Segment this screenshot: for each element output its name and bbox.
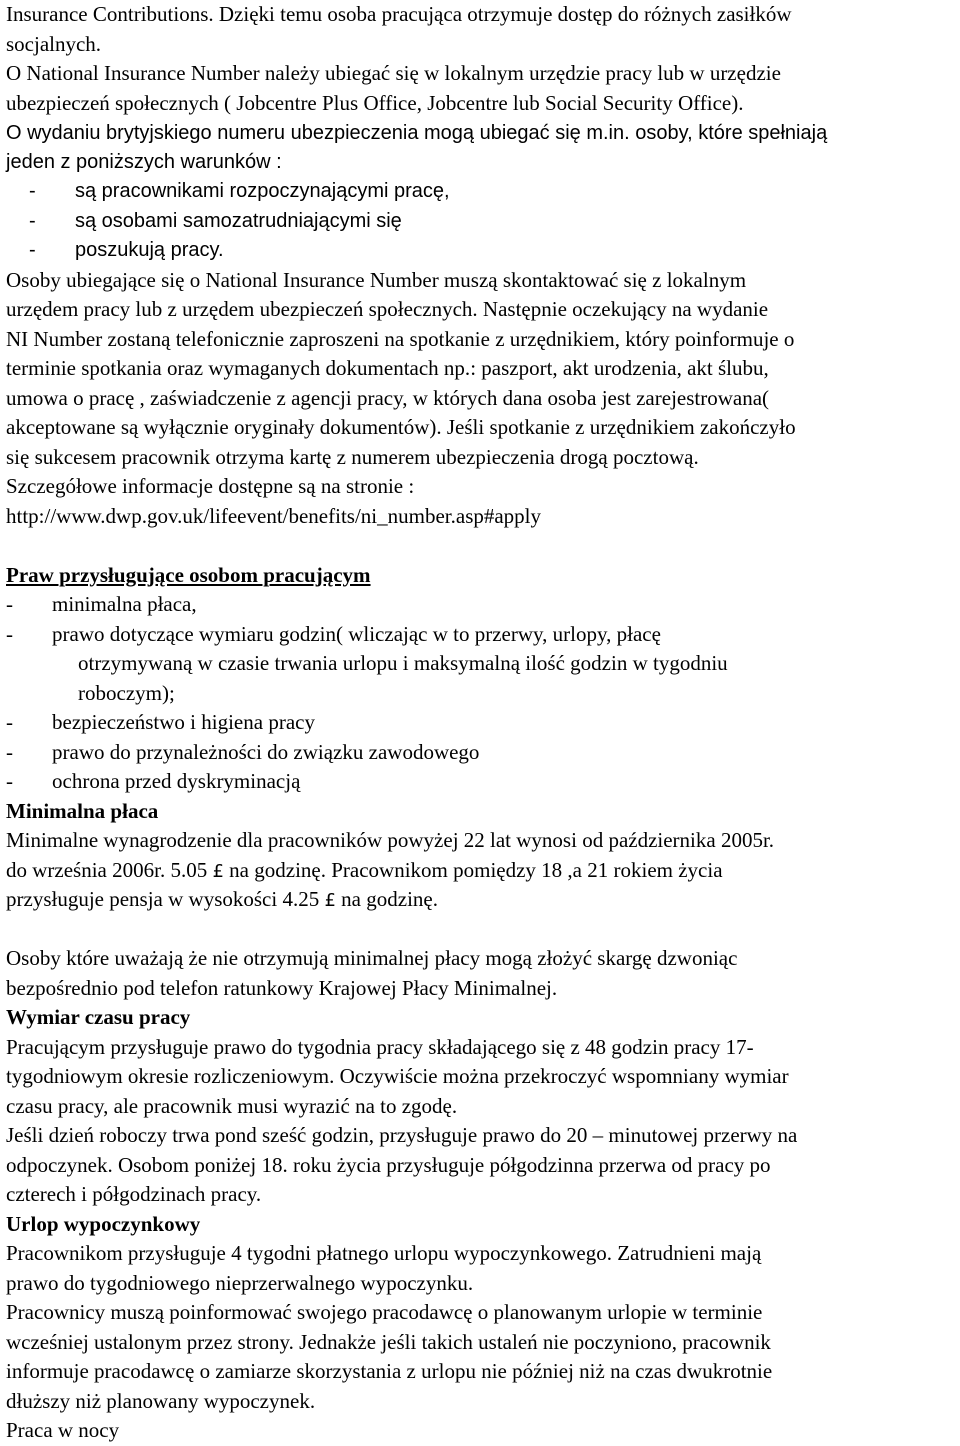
paragraph-line: czterech i półgodzinach pracy. <box>6 1182 262 1206</box>
paragraph-line: Pracownicy muszą poinformować swojego pracodawcę o planowanym urlopie w terminie <box>6 1300 763 1324</box>
text-span: wcześniej ustalonym przez strony. <box>6 1329 294 1354</box>
paragraph-line: O National Insurance Number należy ubiegać się w lokalnym urzędzie pracy lub w urzędzie <box>6 61 781 85</box>
section-heading: Wymiar czasu pracy <box>6 1005 191 1029</box>
paragraph-line: Pracującym przysługuje prawo do tygodnia pracy składającego się z 48 godzin pracy 17- <box>6 1034 754 1059</box>
list-item-text: bezpieczeństwo i higiena pracy <box>52 710 315 734</box>
text-span: Pracownikom przysługuje 4 tygodni płatnego urlopu wypoczynkowego. <box>6 1241 612 1265</box>
paragraph-line: Jeśli dzień roboczy trwa pond sześć godzin, przysługuje prawo do 20 – minutowej przerwy na <box>6 1123 798 1147</box>
paragraph-line: socjalnych. <box>6 31 102 56</box>
bullet-dash: - <box>29 209 36 232</box>
pound-sign: £ <box>324 890 336 911</box>
list-item <box>6 708 956 738</box>
list-item-text: są osobami samozatrudniającymi się <box>75 209 402 232</box>
bullet-dash: - <box>29 180 36 202</box>
paragraph-line: ubezpieczeń społecznych ( Jobcentre Plus Office, Jobcentre lub Social Security Office). <box>6 90 744 115</box>
sans-text: O wydaniu brytyjskiego numeru ubezpieczenia mogą ubiegać się m.in. <box>6 122 630 144</box>
paragraph-line: prawo do tygodniowego nieprzerwalnego wypoczynku. <box>6 1270 474 1295</box>
text-span: przysługuje pensja w wysokości 4.25 <box>6 887 325 911</box>
bullet-dash: - <box>6 739 13 764</box>
list-item-text: poszukują pracy. <box>75 239 224 261</box>
paragraph-line <box>6 1239 956 1269</box>
section-heading: Minimalna płaca <box>6 798 159 823</box>
list-item <box>6 620 956 650</box>
paragraph-line: Szczegółowe informacje dostępne są na stronie : <box>6 474 415 498</box>
paragraph-line <box>6 295 956 325</box>
paragraph-line: Insurance Contributions. Dzięki temu osoba pracująca otrzymuje dostęp do różnych zasiłków <box>6 2 792 26</box>
text-span: Jeśli spotkanie z urzędnikiem zakończyło <box>441 415 796 439</box>
list-item-continuation: otrzymywaną w czasie trwania urlopu i maksymalną ilość godzin w tygodniu <box>78 651 728 675</box>
text-span: na godzinę. <box>223 857 326 882</box>
paragraph-line <box>6 1151 956 1181</box>
paragraph-line: Minimalne wynagrodzenie dla pracowników powyżej 22 lat wynosi od października 2005r. <box>6 828 775 852</box>
spacer <box>6 915 956 945</box>
pound-sign: £ <box>212 860 224 882</box>
text-span: do września 2006r. 5.05 <box>6 857 213 882</box>
paragraph-line <box>6 1062 956 1092</box>
paragraph-line: czasu pracy, ale pracownik musi wyrazić na to zgodę. <box>6 1093 458 1118</box>
text-span: na godzinę. <box>335 887 438 911</box>
paragraph-line: informuje pracodawcę o zamiarze skorzystania z urlopu nie później niż na czas dwukrotnie <box>6 1359 773 1383</box>
url-text: http://www.dwp.gov.uk/lifeevent/benefits/ni_number.asp#apply <box>6 503 542 528</box>
text-span: Oczywiście można przekroczyć wspomniany wymiar <box>334 1064 789 1088</box>
bullet-dash: - <box>29 239 36 261</box>
text-span: Następnie oczekujący na wydanie <box>477 297 769 321</box>
bullet-dash: - <box>6 710 13 734</box>
paragraph-line: się sukcesem pracownik otrzyma kartę z numerem ubezpieczenia drogą pocztową. <box>6 444 699 469</box>
list-item <box>6 207 956 237</box>
list-item <box>6 236 956 266</box>
paragraph-line: Osoby które uważają że nie otrzymują minimalnej płacy mogą złożyć skargę dzwoniąc <box>6 946 738 970</box>
list-item-continuation: roboczym); <box>78 680 175 705</box>
list-item <box>6 590 956 620</box>
paragraph-line <box>6 856 956 886</box>
document-page <box>6 0 956 1446</box>
text-span: terminie spotkania oraz wymaganych dokumentach np. <box>6 356 471 380</box>
text-span: akceptowane są wyłącznie oryginały dokumentów). <box>6 415 442 439</box>
text-span: odpoczynek. <box>6 1152 113 1177</box>
text-span: Osobom poniżej 18. roku życia przysługuje półgodzinna przerwa od pracy po <box>112 1152 771 1177</box>
spacer <box>6 531 956 561</box>
list-item-text: prawo do przynależności do związku zawodowego <box>52 739 480 764</box>
text-span: : paszport, akt urodzenia, akt ślubu, <box>470 356 769 380</box>
list-item-text: są pracownikami rozpoczynającymi pracę, <box>75 180 450 202</box>
paragraph-line <box>6 413 956 443</box>
list-item <box>6 738 956 768</box>
section-heading: Urlop wypoczynkowy <box>6 1211 201 1236</box>
paragraph-line: Osoby ubiegające się o National Insurance Number muszą skontaktować się z lokalnym <box>6 267 747 292</box>
paragraph-line: jeden z poniższych warunków : <box>6 150 282 173</box>
paragraph-line: umowa o pracę , zaświadczenie z agencji pracy, w których dana osoba jest zarejestrowana( <box>6 385 770 410</box>
text-span: Pracownikom pomiędzy 18 ,a 21 rokiem życia <box>325 857 723 882</box>
text-span: tygodniowym okresie rozliczeniowym. <box>6 1064 335 1088</box>
list-item-text: ochrona przed dyskryminacją <box>52 769 301 793</box>
list-item-text: prawo dotyczące wymiaru godzin( wliczając w to przerwy, urlopy, płacę <box>52 621 661 646</box>
sans-text: osoby, które spełniają <box>629 122 828 144</box>
list-item-text: minimalna płaca, <box>52 592 197 616</box>
paragraph-line <box>6 118 956 148</box>
bullet-dash: - <box>6 769 13 793</box>
paragraph-line <box>6 354 956 384</box>
list-item <box>6 767 956 797</box>
paragraph-line <box>6 885 956 915</box>
bullet-dash: - <box>6 592 13 616</box>
bullet-dash: - <box>6 621 13 646</box>
paragraph-line <box>6 1328 956 1358</box>
text-span: Zatrudnieni mają <box>611 1241 762 1265</box>
section-heading: Praca w nocy <box>6 1418 120 1442</box>
text-span: urzędem pracy lub z urzędem ubezpieczeń społecznych. <box>6 297 478 321</box>
paragraph-line: bezpośrednio pod telefon ratunkowy Krajowej Płacy Minimalnej. <box>6 975 558 1000</box>
list-item <box>6 177 956 207</box>
paragraph-line: dłuższy niż planowany wypoczynek. <box>6 1388 316 1413</box>
section-heading: Praw przysługujące osobom pracującym <box>6 562 371 587</box>
paragraph-line: NI Number zostaną telefonicznie zaproszeni na spotkanie z urzędnikiem, który poinformuje o <box>6 326 795 351</box>
text-span: Jednakże jeśli takich ustaleń nie poczyniono, pracownik <box>293 1329 771 1354</box>
